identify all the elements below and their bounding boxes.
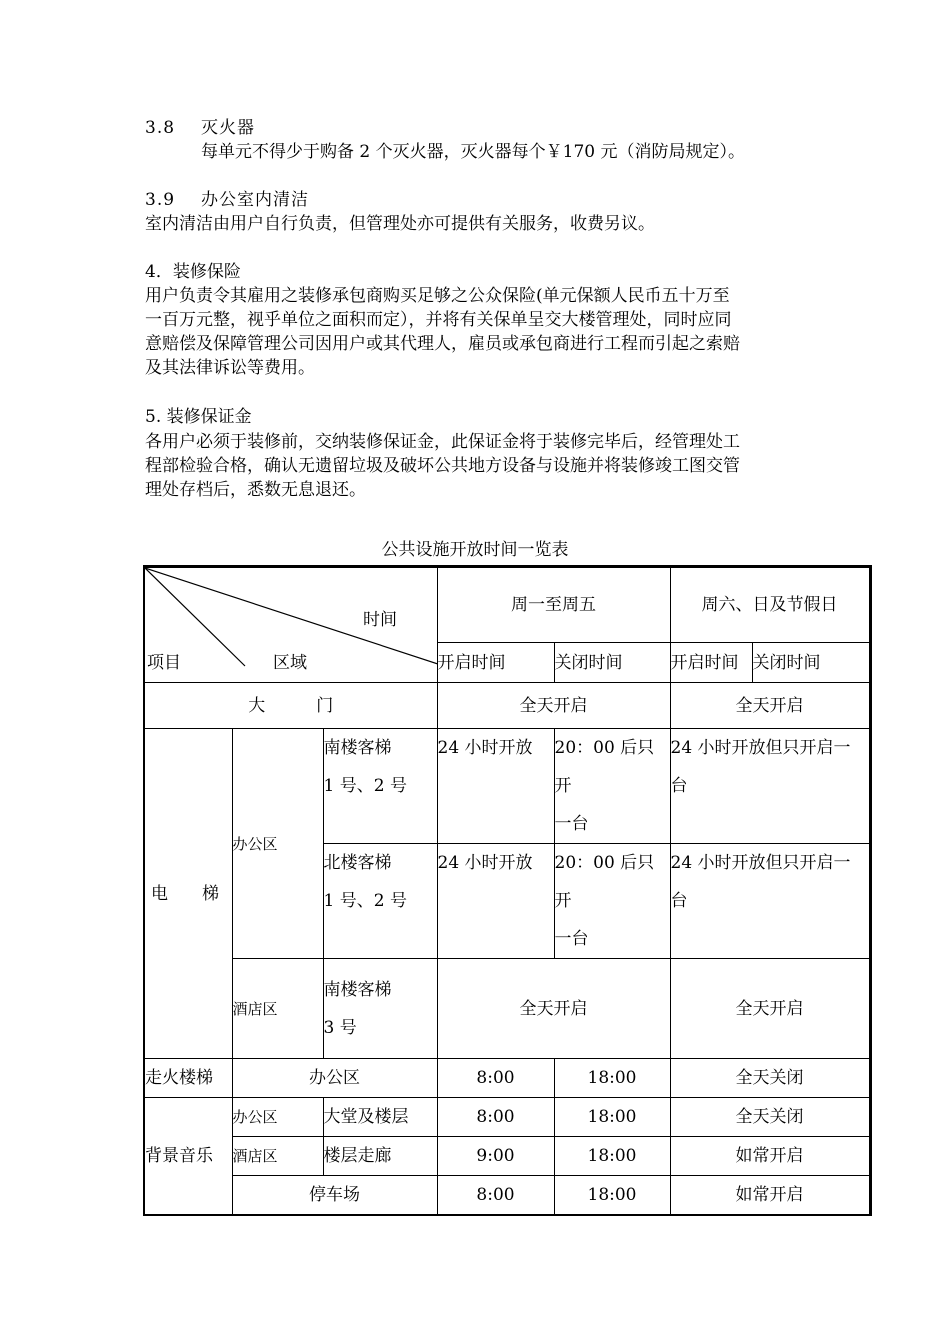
text-line: 1 号、2 号 [323, 776, 407, 796]
section-3-9-body: 室内清洁由用户自行负责，但管理处亦可提供有关服务，收费另议。 [145, 214, 655, 234]
section-3-8-heading [145, 116, 825, 140]
text-line: 24 小时开放但只开启一 [670, 853, 851, 873]
text-line: 台 [670, 776, 688, 796]
text-line: 一百万元整，视乎单位之面积而定），并将有关保单呈交大楼管理处，同时应同 [145, 310, 732, 330]
section-title: 灭火器 [201, 118, 255, 138]
elevator-south-12 [323, 729, 437, 844]
elevator-south-3 [323, 959, 437, 1059]
text-line: 理处存档后，悉数无息退还。 [145, 480, 366, 500]
music-close: 18:00 [554, 1098, 670, 1137]
text-line: 南楼客梯 [323, 979, 392, 1000]
section-5-heading: 5. 装修保证金 [145, 407, 252, 427]
elevator-office-area: 办公区 [232, 729, 323, 959]
parking-place: 停车场 [232, 1176, 437, 1216]
row-gate-weekday: 全天开启 [437, 683, 670, 729]
text-line: 1 号、2 号 [323, 891, 407, 911]
header-weekday: 周一至周五 [437, 567, 670, 643]
header-area-label: 区域 [273, 653, 307, 673]
row-stairs-area: 办公区 [232, 1059, 437, 1098]
section-3-8-body: 每单元不得少于购备 2 个灭火器，灭火器每个￥170 元（消防局规定）。 [201, 142, 745, 162]
elevator-south-12-weekday-close [554, 729, 670, 844]
parking-open: 8:00 [437, 1176, 554, 1216]
section-4-heading: 4．装修保险 [145, 262, 241, 282]
text-line: 20：00 后只开 [554, 738, 655, 796]
elevator-hotel-area: 酒店区 [232, 959, 323, 1059]
text-line: 及其法律诉讼等费用。 [145, 358, 315, 378]
row-elevator-label: 电 梯 [144, 729, 232, 1059]
row-stairs-weekend: 全天关闭 [670, 1059, 870, 1098]
text-line: 用户负责令其雇用之装修承包商购买足够之公众保险(单元保额人民币五十万至 [145, 286, 730, 306]
diagonal-header-cell [144, 567, 437, 683]
music-open: 8:00 [437, 1098, 554, 1137]
row-stairs-close: 18:00 [554, 1059, 670, 1098]
section-number: 3.8 [145, 118, 176, 138]
elevator-south-12-weekend [670, 729, 870, 844]
row-gate-label: 大 门 [144, 683, 437, 729]
row-stairs-label: 走火楼梯 [144, 1059, 232, 1098]
facility-hours-table [143, 565, 872, 1216]
music-area: 办公区 [232, 1098, 323, 1137]
music-weekend: 全天关闭 [670, 1098, 870, 1137]
text-line: 20：00 后只开 [554, 853, 655, 911]
row-music-label: 背景音乐 [144, 1098, 232, 1216]
elevator-south-3-weekend: 全天开启 [670, 959, 870, 1059]
section-title: 办公室内清洁 [201, 190, 309, 210]
elevator-south-12-weekday-open: 24 小时开放 [437, 729, 554, 844]
elevator-north-12 [323, 844, 437, 959]
row-gate-weekend: 全天开启 [670, 683, 870, 729]
music-weekend: 如常开启 [670, 1137, 870, 1176]
elevator-north-12-weekday-close [554, 844, 670, 959]
header-weekday-close: 关闭时间 [554, 643, 670, 683]
header-item-label: 项目 [147, 653, 181, 673]
text-line: 南楼客梯 [323, 738, 392, 758]
elevator-south-3-weekday: 全天开启 [437, 959, 670, 1059]
text-line: 意赔偿及保障管理公司因用户或其代理人，雇员或承包商进行工程而引起之索赔 [145, 334, 740, 354]
header-weekend-open: 开启时间 [670, 643, 752, 683]
music-place: 大堂及楼层 [323, 1098, 437, 1137]
text-line: 各用户必须于装修前，交纳装修保证金，此保证金将于装修完毕后，经管理处工 [145, 432, 740, 452]
text-line: 程部检验合格，确认无遗留垃圾及破坏公共地方设备与设施并将装修竣工图交管 [145, 456, 740, 476]
text-line: 台 [670, 891, 688, 911]
elevator-north-12-weekday-open: 24 小时开放 [437, 844, 554, 959]
section-number: 3.9 [145, 190, 176, 210]
text-line: 一台 [554, 929, 589, 949]
text-line: 北楼客梯 [323, 853, 392, 873]
music-place: 楼层走廊 [323, 1137, 437, 1176]
elevator-north-12-weekend [670, 844, 870, 959]
header-weekday-open: 开启时间 [437, 643, 554, 683]
text-line: 一台 [554, 814, 589, 834]
table-caption: 公共设施开放时间一览表 [381, 540, 569, 560]
music-open: 9:00 [437, 1137, 554, 1176]
music-area: 酒店区 [232, 1137, 323, 1176]
section-4-body [145, 284, 825, 380]
section-3-9-heading [145, 188, 825, 212]
row-stairs-open: 8:00 [437, 1059, 554, 1098]
header-weekend-close: 关闭时间 [752, 643, 870, 683]
header-time-label: 时间 [363, 610, 397, 630]
text-line: 3 号 [323, 1017, 357, 1038]
music-close: 18:00 [554, 1137, 670, 1176]
section-5-body [145, 430, 825, 502]
header-weekend: 周六、日及节假日 [670, 567, 870, 643]
parking-close: 18:00 [554, 1176, 670, 1216]
text-line: 24 小时开放但只开启一 [670, 738, 851, 758]
parking-weekend: 如常开启 [670, 1176, 870, 1216]
